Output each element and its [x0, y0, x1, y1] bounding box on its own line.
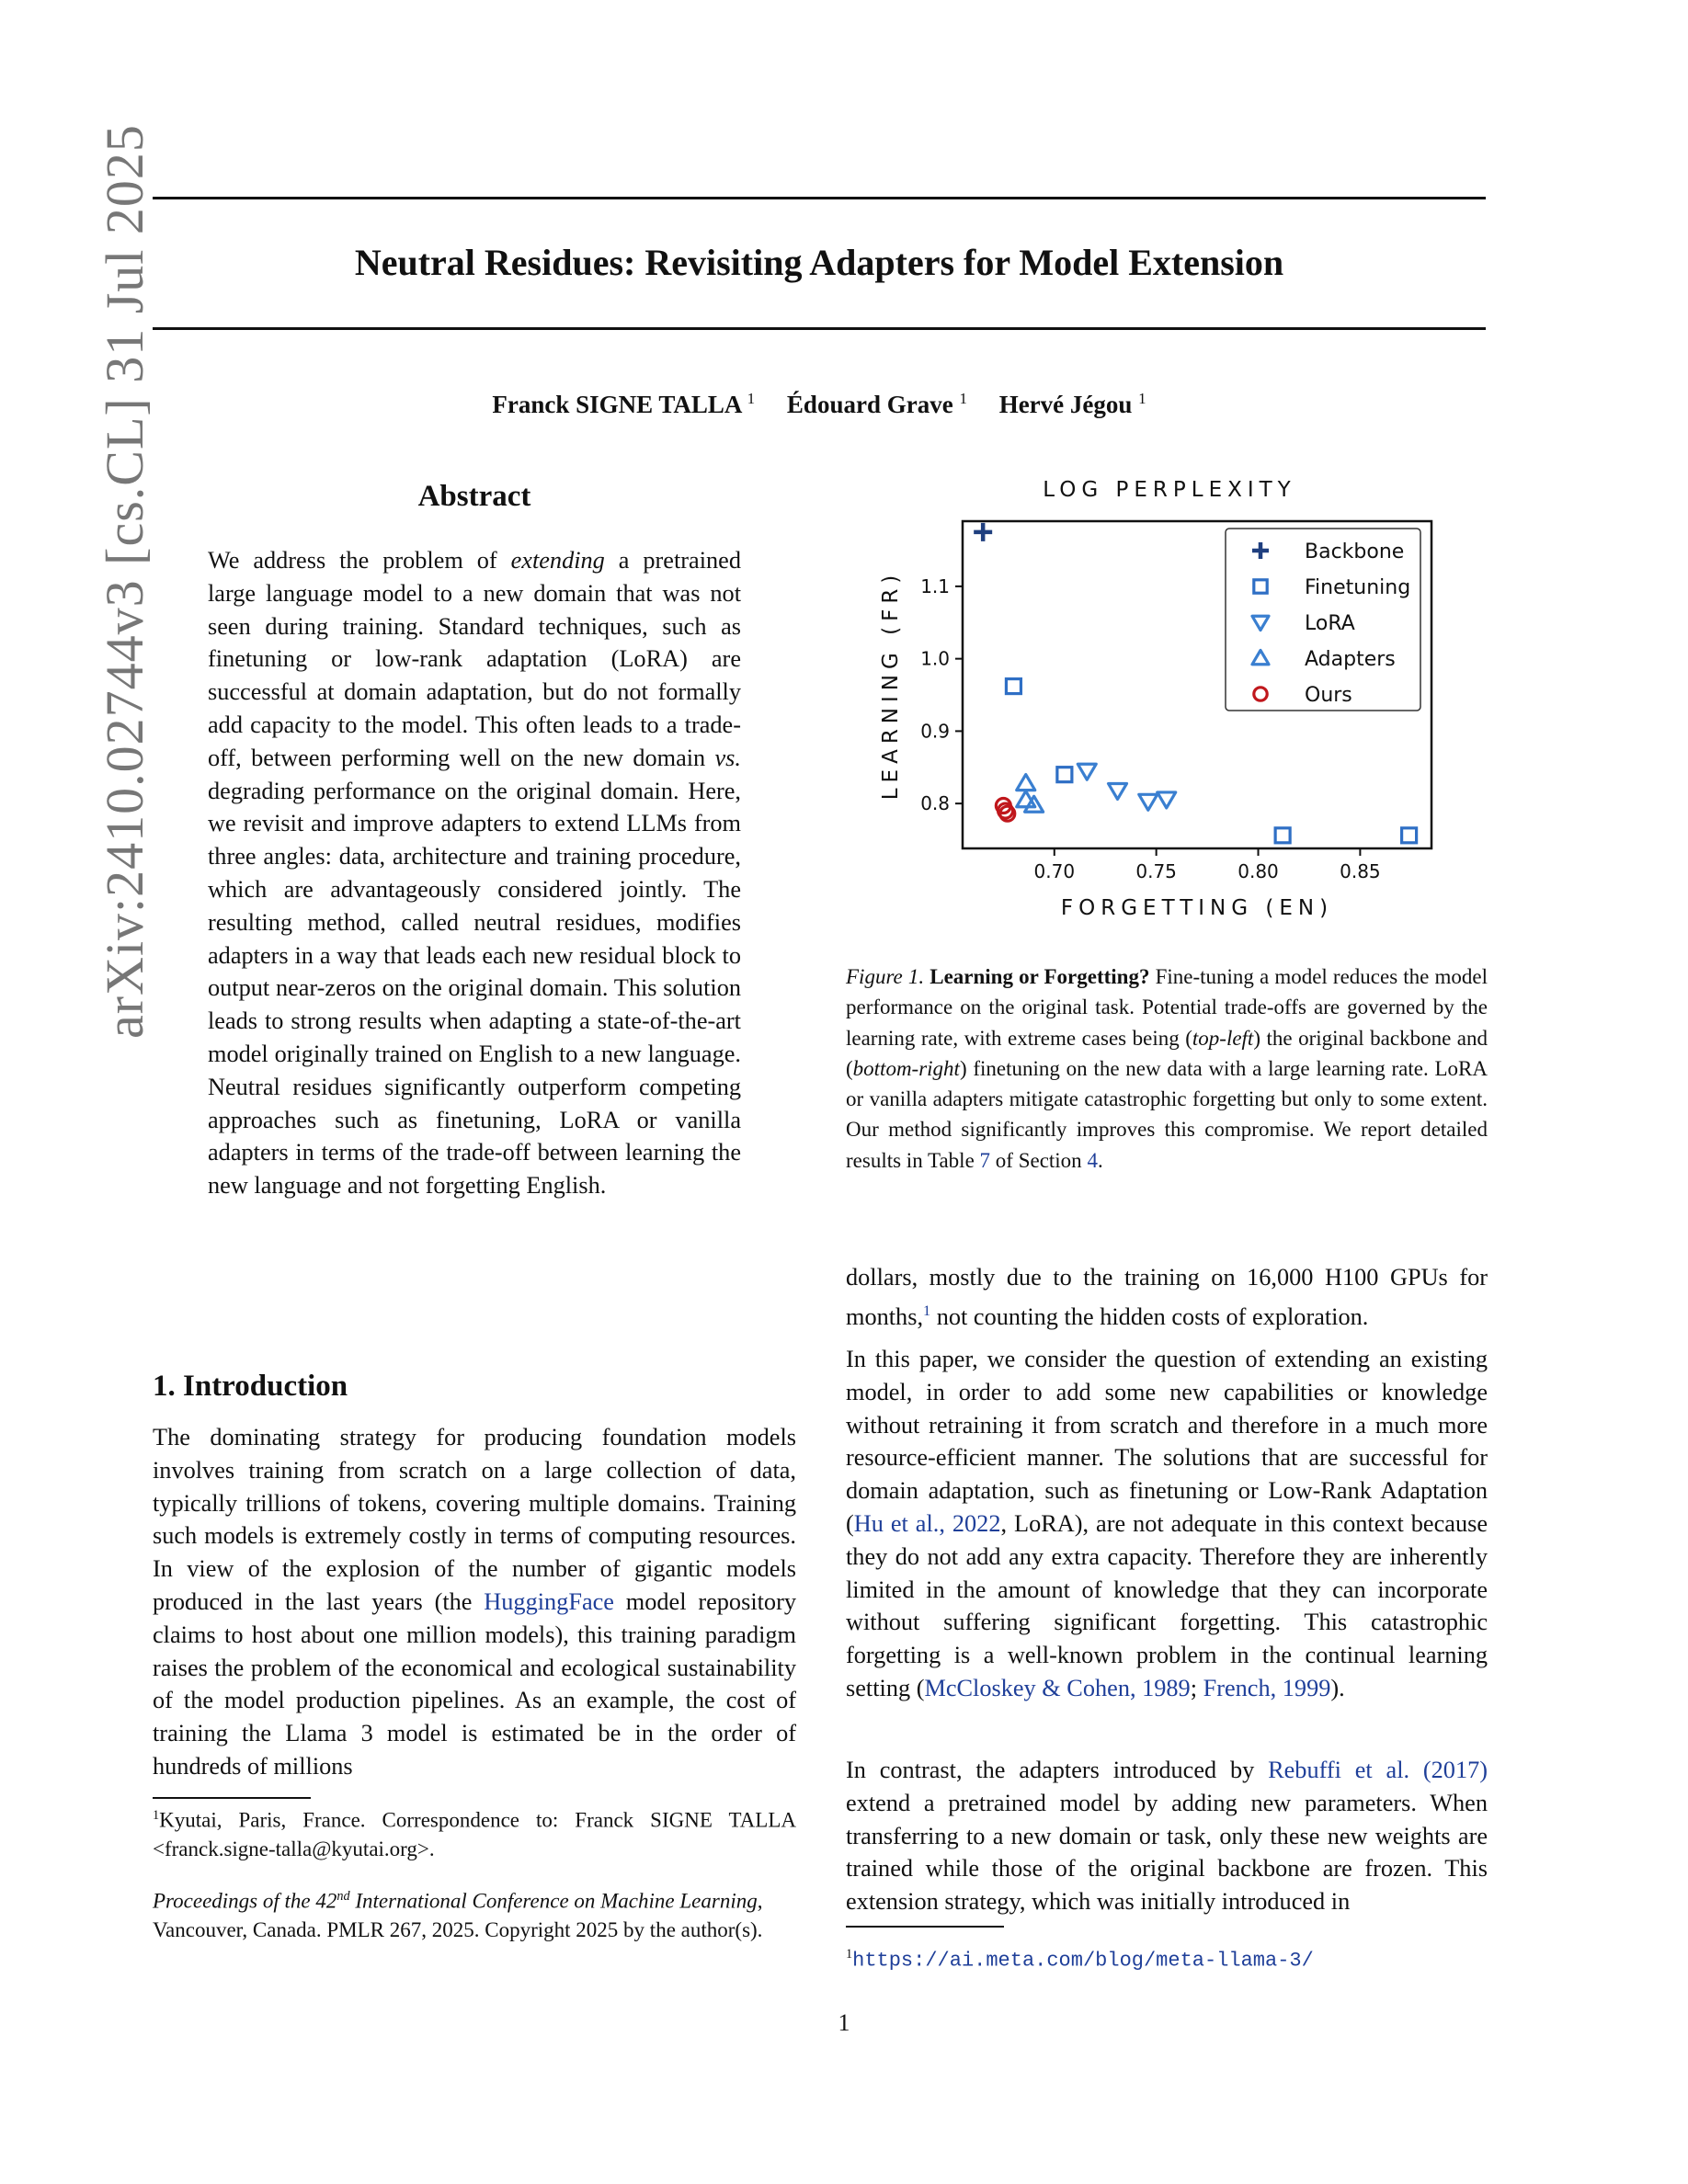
title-rule-bottom [153, 327, 1486, 330]
footnote-rule-left [153, 1797, 311, 1799]
chart-title: LOG PERPLEXITY [1043, 478, 1296, 502]
author-3 [999, 391, 1146, 418]
abstract-text [208, 544, 741, 1202]
intro-paragraph-1 [153, 1421, 796, 1783]
emphasis: extending [510, 547, 605, 574]
data-point-lora [1109, 783, 1127, 799]
x-axis-label: FORGETTING (EN) [1060, 896, 1334, 920]
intro-paragraph-4 [846, 1754, 1488, 1918]
abstract-heading: Abstract [417, 480, 531, 513]
arxiv-identifier: arXiv:2410.02744v3 [cs.CL] 31 Jul 2025 [95, 124, 154, 1039]
text-run: In this paper, we consider the question of extending an existing model, in order to add some new capabilities or knowledge without retraining it from scratch and therefore in a much more resource-efficient manner. The solutions that are successful for domain adaptation, such as finetuning or Low-Rank Adaptation ( [846, 1346, 1488, 1537]
footnote-rule-right [846, 1926, 1004, 1928]
text-run: ; [1190, 1674, 1203, 1701]
data-point-adapters [1017, 775, 1035, 791]
text-run: International Conference on Machine Learning [349, 1889, 758, 1913]
text-run: degrading performance on the original domain. Here, we revisit and improve adapters to extend LLMs from three angles: data, architecture and training procedure, which are advantageously considered jointly. The resulting method, called neutral residues, modifies adapters in a way that leads each new residual block to output near-zeros on the original domain. This solution leads to strong results when adapting a state-of-the-art model originally trained on English to a new language. Neutral residues significantly outperform competing approaches such as finetuning, LoRA or vanilla adapters in terms of the trade-off between learning the new language and not forgetting English. [208, 777, 741, 1200]
data-point-finetuning [1402, 828, 1417, 843]
section-heading-introduction: 1. Introduction [153, 1370, 348, 1403]
text-run: extend a pretrained model by adding new parameters. When transferring to a new domain or task, only these new weights are trained while those of the original backbone are frozen. This extension strategy, which was initially introduced in [846, 1789, 1488, 1916]
text-run: , Vancouver, Canada. PMLR 267, 2025. Copyright 2025 by the author(s). [153, 1889, 763, 1941]
x-tick-label: 0.75 [1135, 860, 1177, 882]
footnote-mark: 1 [153, 1808, 160, 1823]
citation-french-1999[interactable]: French, 1999 [1203, 1674, 1331, 1701]
text-run: ) the original backbone and ( [846, 1026, 1488, 1080]
text-run: , LoRA), are not adequate in this context because they do not add any extra capacity. Therefore they are inherently limited in the amount of knowledge that they can incorporate without suffering significant forgetting. This catastrophic forgetting is a well-known problem in the continual learning setting ( [846, 1509, 1488, 1701]
emphasis: bottom-right [852, 1056, 960, 1080]
title-rule-top [153, 197, 1486, 199]
footnote-1-link[interactable]: 1 [923, 1301, 931, 1319]
text-run: . [1097, 1148, 1103, 1172]
text-run: nd [336, 1889, 350, 1904]
citation-mccloskey-1989[interactable]: McCloskey & Cohen, 1989 [924, 1674, 1191, 1701]
llama-3-url-link[interactable]: https://ai.meta.com/blog/meta-llama-3/ [852, 1949, 1314, 1973]
y-tick-label: 0.8 [920, 792, 950, 815]
emphasis: vs. [714, 744, 741, 771]
text-run: The dominating strategy for producing foundation models involves training from scratch on a large collection of data, typically trillions of tokens, covering multiple domains. Training such models is extremely costly in terms of computing resources. In view of the explosion of the number of gigantic models produced in the last years (the [153, 1424, 796, 1615]
section-4-link[interactable]: 4 [1087, 1148, 1098, 1172]
url-footnote [846, 1947, 1314, 1973]
data-point-finetuning [1275, 828, 1290, 843]
page-number: 1 [838, 2009, 850, 2036]
text-run: not counting the hidden costs of exploration. [930, 1302, 1369, 1330]
data-point-lora [1158, 792, 1176, 808]
y-tick-label: 0.9 [920, 720, 950, 743]
x-tick-label: 0.80 [1237, 860, 1279, 882]
footnote-mark: 1 [846, 1947, 853, 1962]
huggingface-link[interactable]: HuggingFace [484, 1587, 614, 1615]
affiliation-footnote [153, 1802, 796, 1863]
intro-paragraph-2 [846, 1261, 1488, 1333]
legend-label-lora: LoRA [1305, 612, 1355, 635]
author-affiliation: 1 [747, 390, 756, 407]
y-axis-label: LEARNING (FR) [879, 569, 903, 801]
author-affiliation: 1 [1138, 390, 1146, 407]
author-name: Franck SIGNE TALLA [492, 391, 741, 418]
x-tick-label: 0.85 [1340, 860, 1381, 882]
paper-title: Neutral Residues: Revisiting Adapters for Model Extension [354, 242, 1284, 283]
citation-rebuffi-2017[interactable]: Rebuffi et al. (2017) [1268, 1757, 1488, 1783]
text-run: 42 [315, 1889, 337, 1913]
text-run: model repository claims to host about one million models), this training paradigm raises the problem of the economical and ecological sustainability of the model production pipelines. As an example, the cost of training the Llama 3 model is estimated be in the order of hundreds of millions [153, 1587, 796, 1780]
legend-label-adapters: Adapters [1305, 648, 1396, 671]
intro-paragraph-3 [846, 1343, 1488, 1705]
table-7-link[interactable]: 7 [979, 1148, 991, 1172]
log-perplexity-chart [864, 469, 1453, 928]
text-run: Fine-tuning a model reduces the model performance on the original task. Potential trade-offs are governed by the learning rate, with extreme cases being ( [846, 965, 1488, 1050]
y-tick-label: 1.0 [920, 647, 950, 670]
caption-label: Figure 1. [846, 965, 925, 988]
author-1 [492, 391, 755, 418]
legend-label-ours: Ours [1305, 684, 1352, 707]
footnote-text: Kyutai, Paris, France. Correspondence to: Franck SIGNE TALLA <franck.signe-talla@kyutai.org>. [153, 1808, 796, 1860]
text-run: ) finetuning on the new data with a large learning rate. LoRA or vanilla adapters mitigate catastrophic forgetting but only to some extent. Our method significantly improves this compromise. We report detailed results in Table [846, 1056, 1488, 1172]
data-point-finetuning [1006, 679, 1021, 694]
data-point-finetuning [1057, 768, 1072, 782]
y-tick-label: 1.1 [920, 574, 950, 597]
x-tick-label: 0.70 [1033, 860, 1076, 882]
text-run: In contrast, the adapters introduced by [846, 1757, 1269, 1783]
text-run: ). [1330, 1674, 1345, 1701]
legend-label-backbone: Backbone [1305, 540, 1405, 563]
figure-1-caption [846, 961, 1488, 1176]
citation-hu-2022[interactable]: Hu et al., 2022 [853, 1509, 1001, 1537]
text-run: We address the problem of [208, 547, 511, 574]
text-run: Proceedings of the [153, 1889, 316, 1913]
legend-label-finetuning: Finetuning [1305, 576, 1411, 599]
data-point-lora [1078, 764, 1096, 779]
text-run: a pretrained large language model to a new domain that was not seen during training. Standard techniques, such as finetuning or low-rank adaptation (LoRA) are successful at domain adaptation, but do not formally add capacity to the model. This often leads to a trade-off, between performing well on the new domain [208, 547, 741, 771]
data-point-lora [1139, 794, 1158, 810]
data-point-backbone [974, 523, 992, 541]
text-run: dollars, mostly due to the training on 16,000 H100 GPUs for months, [846, 1264, 1488, 1330]
text-run: of Section [990, 1148, 1088, 1172]
author-name: Hervé Jégou [998, 391, 1133, 418]
author-2 [787, 391, 967, 418]
emphasis: top-left [1192, 1026, 1254, 1050]
author-list [153, 390, 1486, 419]
author-affiliation: 1 [959, 390, 967, 407]
author-name: Édouard Grave [786, 391, 953, 418]
proceedings-note [153, 1883, 796, 1944]
caption-title: Learning or Forgetting? [930, 965, 1150, 988]
